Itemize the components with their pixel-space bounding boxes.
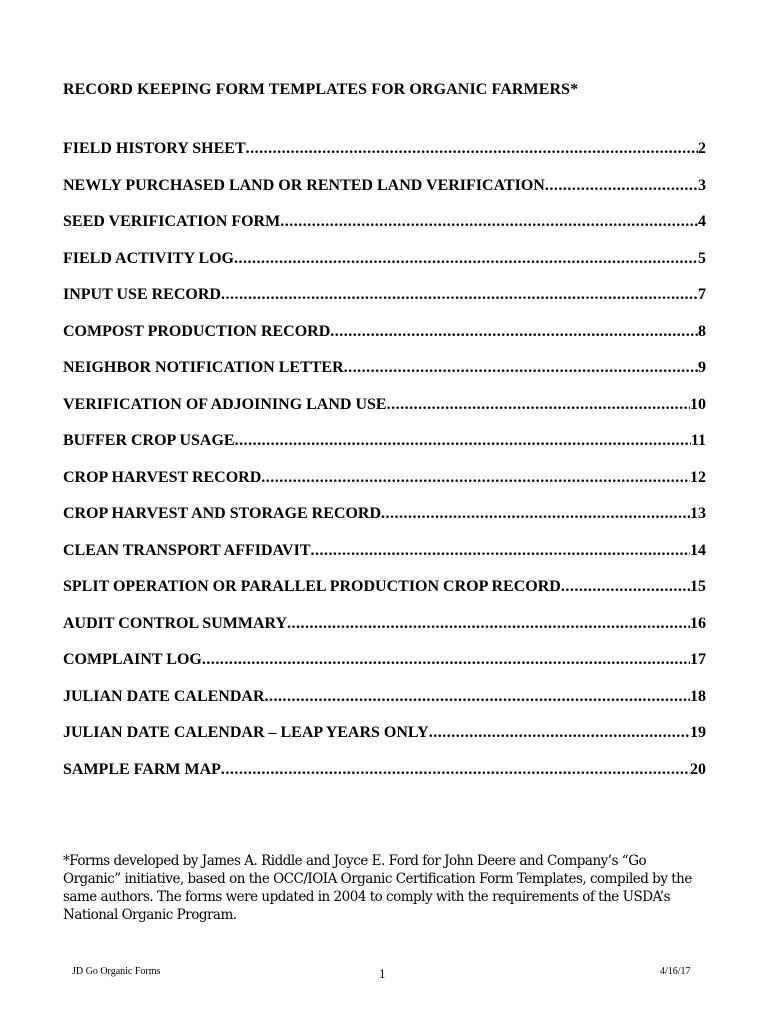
toc-label: COMPLAINT LOG bbox=[63, 651, 202, 668]
toc-leader bbox=[235, 432, 691, 450]
document-title: RECORD KEEPING FORM TEMPLATES FOR ORGANIC FARMERS* bbox=[63, 81, 579, 98]
footer-page-number: 1 bbox=[379, 966, 386, 981]
toc-page-number: 19 bbox=[690, 724, 706, 741]
toc-label: JULIAN DATE CALENDAR – LEAP YEARS ONLY bbox=[63, 724, 429, 741]
toc-label: INPUT USE RECORD bbox=[63, 286, 221, 303]
toc-label: NEIGHBOR NOTIFICATION LETTER bbox=[63, 359, 344, 376]
toc-page-number: 18 bbox=[690, 687, 706, 705]
toc-label: SEED VERIFICATION FORM bbox=[63, 213, 281, 230]
footer-date: 4/16/17 bbox=[660, 966, 691, 977]
toc-leader bbox=[387, 396, 690, 414]
footer-document-name: JD Go Organic Forms bbox=[72, 966, 161, 977]
toc-label: NEWLY PURCHASED LAND OR RENTED LAND VERIFICATION bbox=[63, 176, 545, 194]
toc-leader bbox=[311, 542, 691, 560]
toc-label: FIELD ACTIVITY LOG bbox=[63, 249, 234, 267]
toc-entry bbox=[63, 286, 706, 323]
toc-entry bbox=[63, 761, 706, 798]
toc-label: COMPOST PRODUCTION RECORD bbox=[63, 322, 331, 340]
toc-page-number: 9 bbox=[698, 359, 706, 376]
toc-label: CROP HARVEST AND STORAGE RECORD bbox=[63, 505, 382, 522]
toc-page-number: 8 bbox=[698, 322, 706, 340]
toc-page-number: 10 bbox=[690, 395, 706, 413]
toc-leader bbox=[261, 469, 690, 487]
toc-entry bbox=[63, 651, 706, 688]
toc-page-number: 5 bbox=[698, 249, 706, 267]
toc-leader bbox=[287, 615, 690, 633]
toc-leader bbox=[234, 250, 698, 268]
toc-entry bbox=[63, 250, 706, 287]
toc-leader bbox=[561, 578, 690, 596]
toc-page-number: 12 bbox=[690, 468, 706, 486]
toc-entry bbox=[63, 542, 706, 579]
toc-entry bbox=[63, 140, 706, 177]
toc-page-number: 11 bbox=[690, 432, 706, 449]
toc-leader bbox=[381, 505, 690, 523]
toc-entry bbox=[63, 177, 706, 214]
toc-entry bbox=[63, 469, 706, 506]
toc-label: JULIAN DATE CALENDAR bbox=[63, 687, 265, 705]
table-of-contents bbox=[63, 140, 706, 797]
footnote: *Forms developed by James A. Riddle and Joyce E. Ford for John Deere and Company’s “Go Organic” initiative, based on the OCC/IOIA Organic Certification Form Templates, compiled by the same authors. The forms were updated in 2004 to comply with the requirements of the USDA’s National Organic Program. bbox=[63, 853, 692, 923]
toc-entry bbox=[63, 615, 706, 652]
toc-page-number: 16 bbox=[690, 614, 706, 632]
toc-label: SPLIT OPERATION OR PARALLEL PRODUCTION CROP RECORD bbox=[63, 578, 561, 595]
toc-label: FIELD HISTORY SHEET bbox=[63, 140, 246, 157]
toc-entry bbox=[63, 359, 706, 396]
toc-leader bbox=[265, 688, 691, 706]
toc-leader bbox=[280, 213, 698, 231]
toc-leader bbox=[221, 286, 698, 304]
toc-entry bbox=[63, 213, 706, 250]
toc-page-number: 15 bbox=[690, 578, 706, 595]
toc-page-number: 2 bbox=[698, 140, 706, 157]
toc-entry bbox=[63, 688, 706, 725]
toc-label: CLEAN TRANSPORT AFFIDAVIT bbox=[63, 541, 311, 559]
toc-page-number: 4 bbox=[698, 213, 706, 230]
toc-entry bbox=[63, 323, 706, 360]
toc-page-number: 7 bbox=[698, 286, 706, 303]
toc-label: BUFFER CROP USAGE bbox=[63, 432, 235, 449]
toc-page-number: 14 bbox=[690, 541, 706, 559]
toc-label: AUDIT CONTROL SUMMARY bbox=[63, 614, 288, 632]
toc-label: SAMPLE FARM MAP bbox=[63, 760, 221, 778]
toc-page-number: 17 bbox=[690, 651, 706, 668]
toc-label: CROP HARVEST RECORD bbox=[63, 468, 262, 486]
toc-leader bbox=[202, 651, 690, 669]
toc-entry bbox=[63, 396, 706, 433]
toc-leader bbox=[545, 177, 698, 195]
toc-entry bbox=[63, 432, 706, 469]
toc-leader bbox=[330, 323, 698, 341]
toc-label: VERIFICATION OF ADJOINING LAND USE bbox=[63, 395, 387, 413]
toc-leader bbox=[221, 761, 690, 779]
toc-page-number: 20 bbox=[690, 760, 706, 778]
toc-leader bbox=[429, 724, 690, 742]
toc-leader bbox=[246, 140, 698, 158]
toc-entry bbox=[63, 724, 706, 761]
toc-page-number: 13 bbox=[690, 505, 706, 522]
toc-entry bbox=[63, 505, 706, 542]
toc-entry bbox=[63, 578, 706, 615]
toc-page-number: 3 bbox=[698, 176, 706, 194]
toc-leader bbox=[344, 359, 698, 377]
